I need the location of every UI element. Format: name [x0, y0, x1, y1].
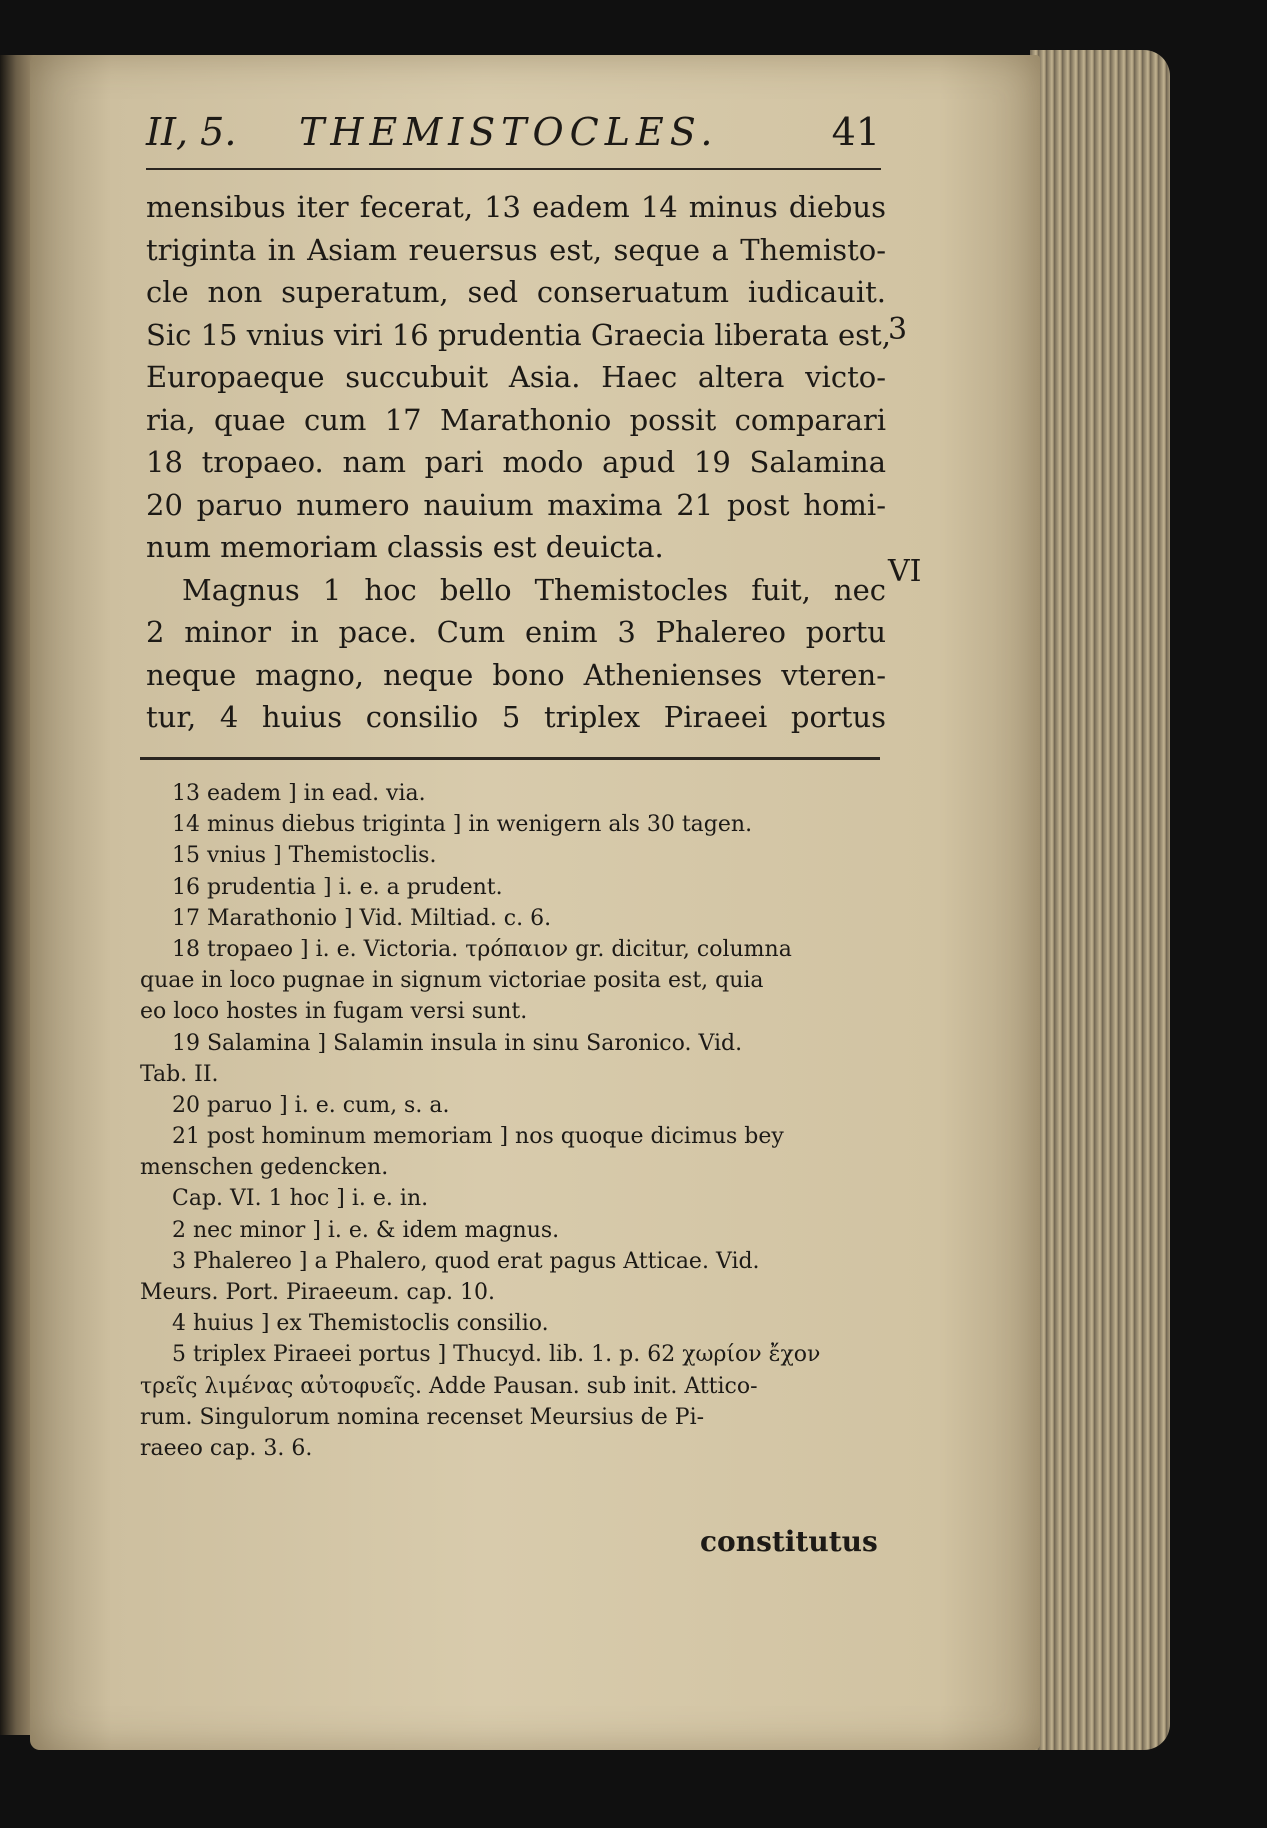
footnote-line: quae in loco pugnae in signum victoriae posita est, quia	[140, 968, 764, 994]
footnote-line: 17 Marathonio ] Vid. Miltiad. c. 6.	[172, 905, 552, 931]
margin-paragraph-number: 3	[888, 312, 908, 347]
margin-chapter-number: VI	[888, 554, 922, 589]
text-line: cle non superatum, sed conseruatum iudicauit.	[146, 275, 886, 309]
text-line: neque magno, neque bono Athenienses vteren-	[146, 657, 886, 692]
footnotes	[140, 778, 880, 1464]
footnote-line: 16 prudentia ] i. e. a prudent.	[172, 874, 503, 900]
footnote-line: 4 huius ] ex Themistoclis consilio.	[172, 1311, 549, 1337]
book-page-edges	[1030, 50, 1170, 1750]
text-line: ria, quae cum 17 Marathonio possit comparari	[146, 402, 886, 437]
footnote-line: Cap. VI. 1 hoc ] i. e. in.	[172, 1186, 429, 1212]
main-text	[146, 186, 891, 739]
footnote-line: 13 eadem ] in ead. via.	[172, 781, 426, 806]
text-line: triginta in Asiam reuersus est, seque a Themisto-	[146, 232, 886, 267]
footnote-line: 14 minus diebus triginta ] in wenigern als 30 tagen.	[172, 812, 753, 838]
footnote-line: 18 tropaeo ] i. e. Victoria. τρόπαιον gr. dicitur, columna	[172, 936, 792, 962]
text-line: 20 paruo numero nauium maxima 21 post homi-	[146, 487, 886, 522]
text-line: Magnus 1 hoc bello Themistocles fuit, nec	[182, 572, 886, 607]
notes-rule	[140, 757, 880, 760]
footnote-line: rum. Singulorum nomina recenset Meursius de Pi-	[140, 1404, 705, 1430]
page-number: 41	[831, 110, 880, 154]
page-title: THEMISTOCLES.	[299, 110, 719, 154]
footnote-line: 20 paruo ] i. e. cum, s. a.	[172, 1092, 450, 1118]
header-rule	[146, 168, 881, 170]
footnote-line: Meurs. Port. Piraeeum. cap. 10.	[140, 1280, 496, 1305]
footnote-line: Tab. II.	[140, 1061, 219, 1087]
catchword: constitutus	[700, 1525, 878, 1558]
text-line: Sic 15 vnius viri 16 prudentia Graecia liberata est,	[146, 317, 891, 352]
footnote-line: menschen gedencken.	[140, 1155, 389, 1181]
footnote-line: τρεῖς λιμένας αὐτοφυεῖς. Adde Pausan. sub init. Attico-	[140, 1373, 758, 1399]
footnote-line: 5 triplex Piraeei portus ] Thucyd. lib. 1. p. 62 χωρίον ἔχον	[172, 1342, 821, 1368]
footnote-line: 19 Salamina ] Salamin insula in sinu Saronico. Vid.	[172, 1030, 743, 1056]
text-line: Europaeque succubuit Asia. Haec altera victo-	[146, 360, 886, 394]
text-line: mensibus iter fecerat, 13 eadem 14 minus diebus	[146, 190, 886, 224]
text-line: 2 minor in pace. Cum enim 3 Phalereo portu	[146, 615, 886, 649]
running-header	[146, 110, 888, 160]
text-line: num memoriam classis est deuicta.	[146, 530, 664, 564]
footnote-line: 21 post hominum memoriam ] nos quoque dicimus bey	[172, 1124, 784, 1150]
footnote-line: 2 nec minor ] i. e. & idem magnus.	[172, 1217, 560, 1243]
section-number: II, 5.	[146, 110, 237, 154]
text-line: tur, 4 huius consilio 5 triplex Piraeei portus	[146, 700, 886, 734]
footnote-line: 15 vnius ] Themistoclis.	[172, 843, 437, 869]
footnote-line: eo loco hostes in fugam versi sunt.	[140, 999, 528, 1025]
text-line: 18 tropaeo. nam pari modo apud 19 Salamina	[146, 445, 886, 479]
footnote-line: 3 Phalereo ] a Phalero, quod erat pagus Atticae. Vid.	[172, 1248, 760, 1274]
footnote-line: raeeo cap. 3. 6.	[140, 1435, 313, 1461]
